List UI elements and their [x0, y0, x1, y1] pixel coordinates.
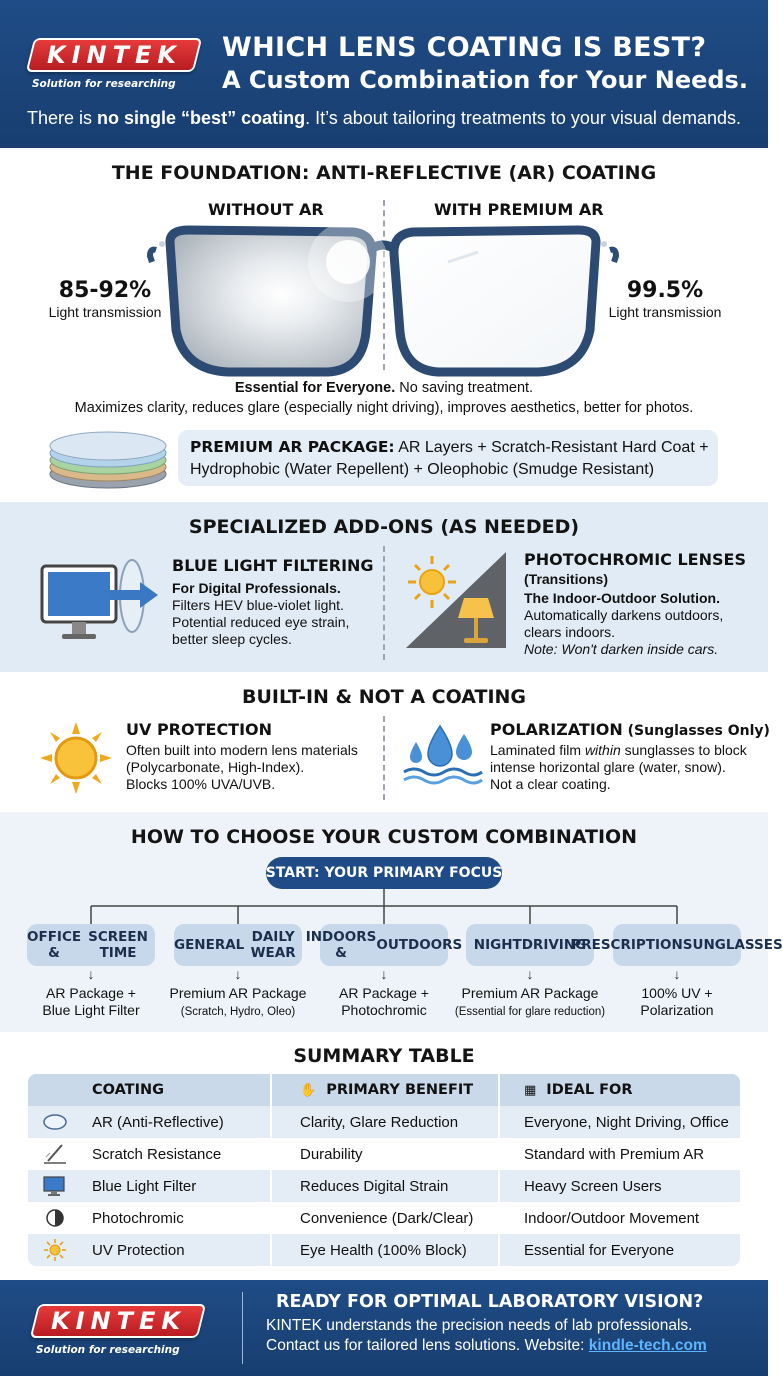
- polarization-line3: Not a clear coating.: [490, 776, 611, 792]
- footer-kintek-logo[interactable]: [34, 1304, 202, 1356]
- people-icon: ▦: [524, 1082, 537, 1098]
- header-banner: [0, 0, 768, 148]
- recommendation-line: Polarization: [640, 1002, 714, 1018]
- premium-package-text: [190, 436, 709, 481]
- without-ar-label: WITHOUT AR: [208, 200, 324, 219]
- focus-option-label: DRIVING: [521, 937, 587, 953]
- down-arrow-icon: ↓: [234, 966, 242, 982]
- focus-option-label: DAILY WEAR: [250, 929, 296, 961]
- focus-option-label: OUTDOORS: [376, 937, 463, 953]
- polarization-title-main: POLARIZATION: [490, 720, 623, 739]
- photochromic-note: Note: Won't darken inside cars.: [524, 641, 719, 657]
- footer-logo-text: KINTEK: [50, 1307, 186, 1335]
- page-subtitle: A Custom Combination for Your Needs.: [222, 66, 748, 94]
- uv-title: UV PROTECTION: [126, 720, 273, 739]
- footer-line1: KINTEK understands the precision needs of lab professionals.: [266, 1317, 693, 1334]
- cell-ideal-for: Indoor/Outdoor Movement: [500, 1202, 740, 1234]
- cell-benefit: Durability: [272, 1138, 498, 1170]
- essential-line: [0, 380, 768, 396]
- recommendation-line: 100% UV +: [641, 985, 713, 1001]
- cell-ideal-for: Heavy Screen Users: [500, 1170, 740, 1202]
- water-drops-icon: [402, 722, 482, 788]
- table-row: [28, 1106, 740, 1138]
- lens-layers-icon: [46, 422, 176, 494]
- cell-coating-text: Scratch Resistance: [92, 1145, 222, 1163]
- focus-option-label: NIGHT: [473, 937, 522, 953]
- blue-light-text: [172, 580, 349, 648]
- header-ideal-for-label: IDEAL FOR: [546, 1082, 633, 1098]
- down-arrow-icon: ↓: [380, 966, 388, 982]
- blue-light-line2: Potential reduced eye strain,: [172, 614, 350, 630]
- photochromic-line1: Automatically darkens outdoors,: [524, 607, 724, 623]
- photochromic-subtitle: (Transitions): [524, 571, 609, 587]
- cell-coating-text: Photochromic: [92, 1209, 184, 1227]
- kintek-logo[interactable]: [30, 38, 202, 96]
- footer-text: [266, 1316, 707, 1356]
- recommendation-0: [6, 985, 176, 1019]
- down-arrow-icon: ↓: [526, 966, 534, 982]
- intro-prefix: There is: [27, 108, 98, 128]
- recommendation-line: AR Package +: [46, 985, 136, 1001]
- polarization-title-suffix: (Sunglasses Only): [622, 723, 770, 739]
- cell-benefit: Eye Health (100% Block): [272, 1234, 498, 1266]
- start-primary-focus: START: YOUR PRIMARY FOCUS: [266, 857, 502, 889]
- recommendation-line: Premium AR Package: [461, 985, 599, 1001]
- logo-tagline: Solution for researching: [32, 78, 176, 90]
- summary-title: SUMMARY TABLE: [293, 1045, 475, 1067]
- cell-benefit: Reduces Digital Strain: [272, 1170, 498, 1202]
- cell-coating: [28, 1234, 270, 1266]
- down-arrow-icon: ↓: [87, 966, 95, 982]
- recommendation-3: [445, 985, 615, 1021]
- cell-ideal-for: Standard with Premium AR: [500, 1138, 740, 1170]
- recommendation-note: (Essential for glare reduction): [454, 1006, 606, 1018]
- header-coating: COATING: [28, 1074, 270, 1106]
- focus-option-label: SUNGLASSES: [682, 937, 783, 953]
- photochromic-icon: [402, 552, 512, 652]
- polarization-line2: intense horizontal glare (water, snow).: [490, 759, 726, 775]
- recommendation-line: Photochromic: [341, 1002, 427, 1018]
- intro-text: [0, 108, 768, 129]
- cell-coating-text: UV Protection: [92, 1241, 185, 1259]
- focus-option-0: [27, 924, 155, 966]
- polarization-text: [490, 742, 747, 793]
- focus-option-4: [571, 924, 783, 966]
- essential-bold: Essential for Everyone.: [234, 380, 396, 396]
- with-ar-label: WITH PREMIUM AR: [434, 200, 604, 219]
- monitor-icon: [42, 1175, 68, 1197]
- focus-option-label: GENERAL: [174, 937, 245, 953]
- polarization-line1-italic: within: [584, 742, 621, 758]
- uv-line3: Blocks 100% UVA/UVB.: [126, 776, 276, 792]
- page-title: WHICH LENS COATING IS BEST?: [222, 32, 707, 63]
- logo-text: KINTEK: [46, 41, 182, 69]
- focus-option-label: SCREEN TIME: [88, 929, 148, 961]
- scratch-icon: [42, 1143, 68, 1165]
- ar-benefits: Maximizes clarity, reduces glare (especially night driving), improves aesthetics, better for photos.: [74, 400, 694, 416]
- recommendation-line: Premium AR Package: [169, 985, 307, 1001]
- polarization-line1b: sunglasses to block: [620, 742, 747, 758]
- table-row: [28, 1202, 740, 1234]
- choose-title: HOW TO CHOOSE YOUR CUSTOM COMBINATION: [130, 826, 638, 848]
- foundation-title: THE FOUNDATION: ANTI-REFLECTIVE (AR) COATING: [111, 162, 657, 184]
- package-bold: PREMIUM AR PACKAGE:: [190, 438, 395, 456]
- recommendation-line: AR Package +: [339, 985, 429, 1001]
- blue-light-line3: better sleep cycles.: [172, 631, 292, 647]
- footer-title: READY FOR OPTIMAL LABORATORY VISION?: [276, 1292, 704, 1312]
- intro-bold: no single “best” coating: [97, 108, 306, 128]
- blue-light-title: BLUE LIGHT FILTERING: [172, 556, 374, 575]
- cell-coating: [28, 1138, 270, 1170]
- cell-benefit: Convenience (Dark/Clear): [272, 1202, 498, 1234]
- logo-badge: [26, 38, 202, 72]
- uv-text: [126, 742, 358, 793]
- table-row: [28, 1138, 740, 1170]
- table-row: [28, 1234, 740, 1266]
- footer-banner: [0, 1280, 768, 1376]
- package-line1: AR Layers + Scratch-Resistant Hard Coat +: [394, 439, 709, 456]
- flowchart-connectors: [0, 888, 768, 928]
- cell-benefit: Clarity, Glare Reduction: [272, 1106, 498, 1138]
- polarization-title: [490, 720, 770, 739]
- website-link[interactable]: kindle-tech.com: [588, 1337, 707, 1354]
- uv-line2: (Polycarbonate, High-Index).: [126, 759, 305, 775]
- recommendation-line: Blue Light Filter: [42, 1002, 140, 1018]
- without-ar-value: 85-92%: [58, 278, 152, 303]
- header-primary-benefit: [272, 1074, 498, 1106]
- lens-icon: [42, 1111, 68, 1133]
- sun-icon: [40, 722, 112, 794]
- handshake-icon: ✋: [300, 1082, 317, 1098]
- addons-divider: [383, 546, 385, 660]
- down-arrow-icon: ↓: [673, 966, 681, 982]
- blue-light-audience: For Digital Professionals.: [172, 580, 341, 596]
- builtin-title: BUILT-IN & NOT A COATING: [241, 686, 527, 708]
- essential-rest: No saving treatment.: [395, 380, 534, 396]
- footer-logo-badge: [30, 1304, 206, 1338]
- table-header-row: [28, 1074, 740, 1106]
- focus-option-2: [305, 924, 463, 966]
- package-line2: Hydrophobic (Water Repellent) + Oleophobic (Smudge Resistant): [190, 461, 655, 478]
- glasses-illustration: [148, 222, 618, 382]
- footer-logo-tagline: Solution for researching: [36, 1344, 180, 1356]
- uv-line1: Often built into modern lens materials: [126, 742, 358, 758]
- focus-option-1: [174, 924, 302, 966]
- cell-coating: [28, 1106, 270, 1138]
- intro-suffix: . It’s about tailoring treatments to your visual demands.: [305, 108, 741, 128]
- footer-divider: [242, 1292, 243, 1364]
- header-primary-benefit-label: PRIMARY BENEFIT: [326, 1082, 474, 1098]
- computer-monitor-icon: [40, 556, 168, 648]
- without-ar-caption: Light transmission: [48, 304, 162, 320]
- recommendation-note: (Scratch, Hydro, Oleo): [180, 1006, 296, 1018]
- cell-coating: [28, 1202, 270, 1234]
- half-circle-icon: [42, 1207, 68, 1229]
- header-ideal-for: [500, 1074, 740, 1106]
- photochromic-line2: clears indoors.: [524, 624, 616, 640]
- recommendation-2: [299, 985, 469, 1019]
- focus-option-label: INDOORS &: [305, 929, 377, 961]
- cell-coating-text: AR (Anti-Reflective): [92, 1113, 224, 1131]
- with-ar-caption: Light transmission: [608, 304, 722, 320]
- sun-icon: [42, 1239, 68, 1261]
- recommendation-1: [153, 985, 323, 1021]
- table-row: [28, 1170, 740, 1202]
- footer-line2: Contact us for tailored lens solutions. Website:: [266, 1337, 589, 1354]
- cell-ideal-for: Essential for Everyone: [500, 1234, 740, 1266]
- builtin-divider: [383, 716, 385, 800]
- photochromic-text: [524, 590, 723, 658]
- cell-coating: [28, 1170, 270, 1202]
- polarization-line1a: Laminated film: [490, 742, 585, 758]
- recommendation-4: [592, 985, 762, 1019]
- photochromic-audience: The Indoor-Outdoor Solution.: [524, 590, 720, 606]
- with-ar-value: 99.5%: [626, 278, 704, 303]
- blue-light-line1: Filters HEV blue-violet light.: [172, 597, 344, 613]
- photochromic-title: PHOTOCHROMIC LENSES: [524, 550, 746, 569]
- focus-option-label: OFFICE &: [27, 929, 82, 961]
- cell-coating-text: Blue Light Filter: [92, 1177, 197, 1195]
- addons-title: SPECIALIZED ADD-ONS (AS NEEDED): [188, 516, 580, 538]
- focus-option-label: PRESCRIPTION: [571, 937, 683, 953]
- cell-ideal-for: Everyone, Night Driving, Office: [500, 1106, 740, 1138]
